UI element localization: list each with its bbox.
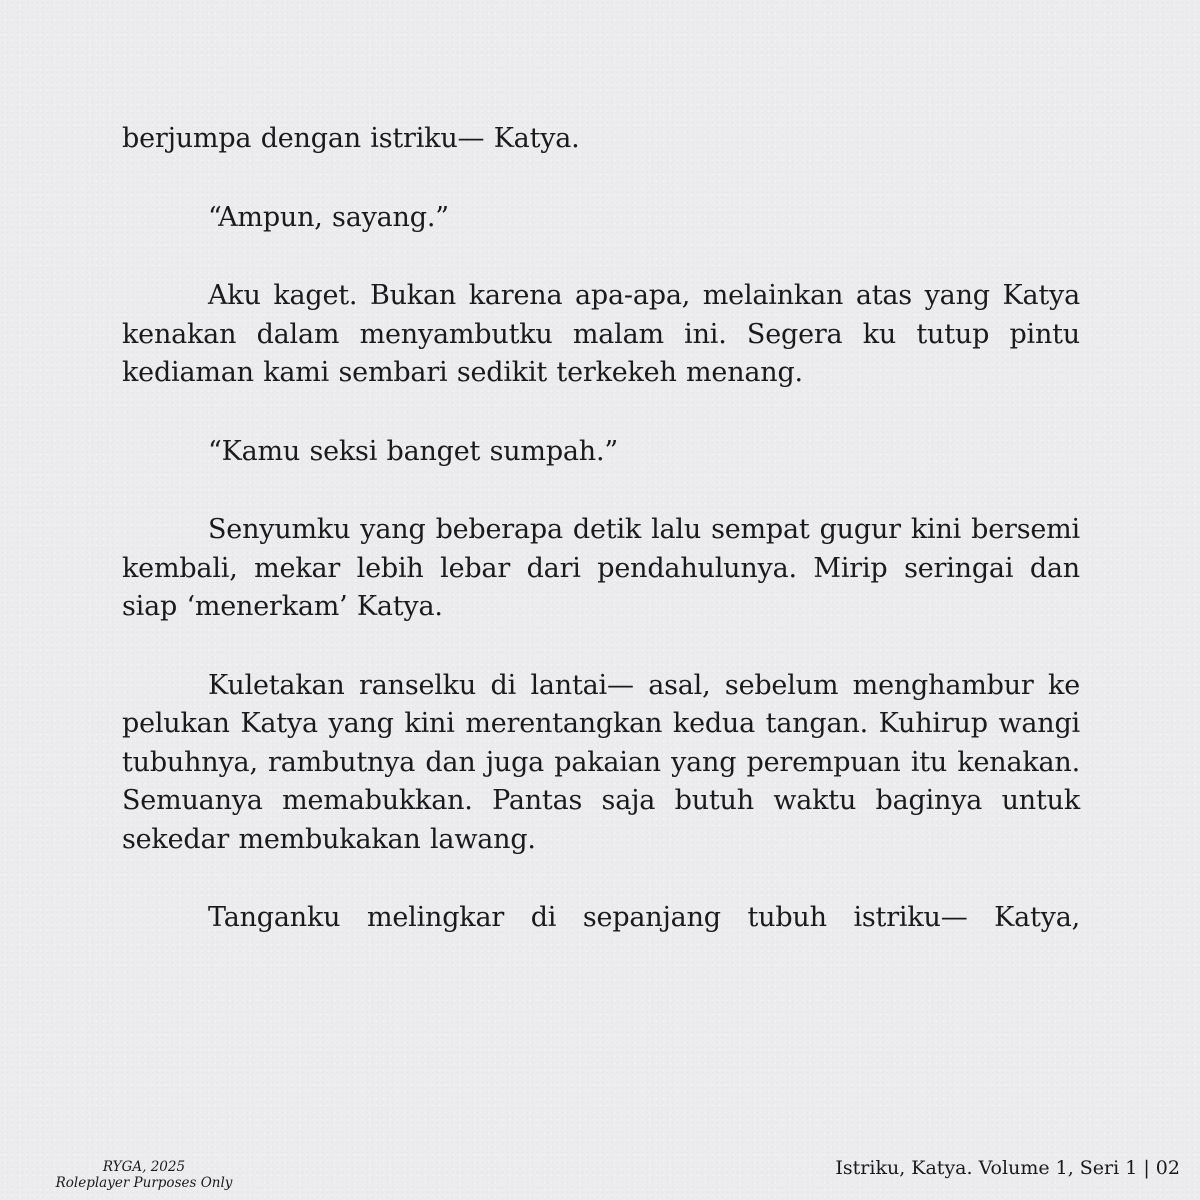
disclaimer-line: Roleplayer Purposes Only	[55, 1175, 233, 1191]
text-body	[122, 120, 1080, 978]
dialogue-paragraph: “Kamu seksi banget sumpah.”	[208, 435, 618, 467]
author-credit	[54, 1159, 234, 1191]
paragraph: berjumpa dengan istriku— Katya.	[122, 123, 580, 154]
paragraph: Senyumku yang beberapa detik lalu sempat gugur kini bersemi kembali, mekar lebih lebar dari pendahulunya. Mirip seringai dan siap ‘menerkam’ Katya.	[122, 514, 1080, 622]
page-label: Istriku, Katya. Volume 1, Seri 1 | 02	[835, 1157, 1180, 1179]
author-credit-line: RYGA, 2025	[102, 1159, 186, 1175]
paragraph: Aku kaget. Bukan karena apa-apa, melainkan atas yang Katya kenakan dalam menyambutku malam ini. Segera ku tutup pintu kediaman kami sembari sedikit terkekeh menang.	[122, 280, 1080, 388]
dialogue-paragraph: “Ampun, sayang.”	[208, 201, 449, 233]
paragraph: Kuletakan ranselku di lantai— asal, sebelum menghambur ke pelukan Katya yang kini merentangkan kedua tangan. Kuhirup wangi tubuhnya, rambutnya dan juga pakaian yang perempuan itu kenakan. Semuanya memabukkan. Pantas saja butuh waktu baginya untuk sekedar membukakan lawang.	[122, 669, 1080, 855]
paragraph: Tanganku melingkar di sepanjang tubuh istriku— Katya,	[208, 902, 1080, 933]
